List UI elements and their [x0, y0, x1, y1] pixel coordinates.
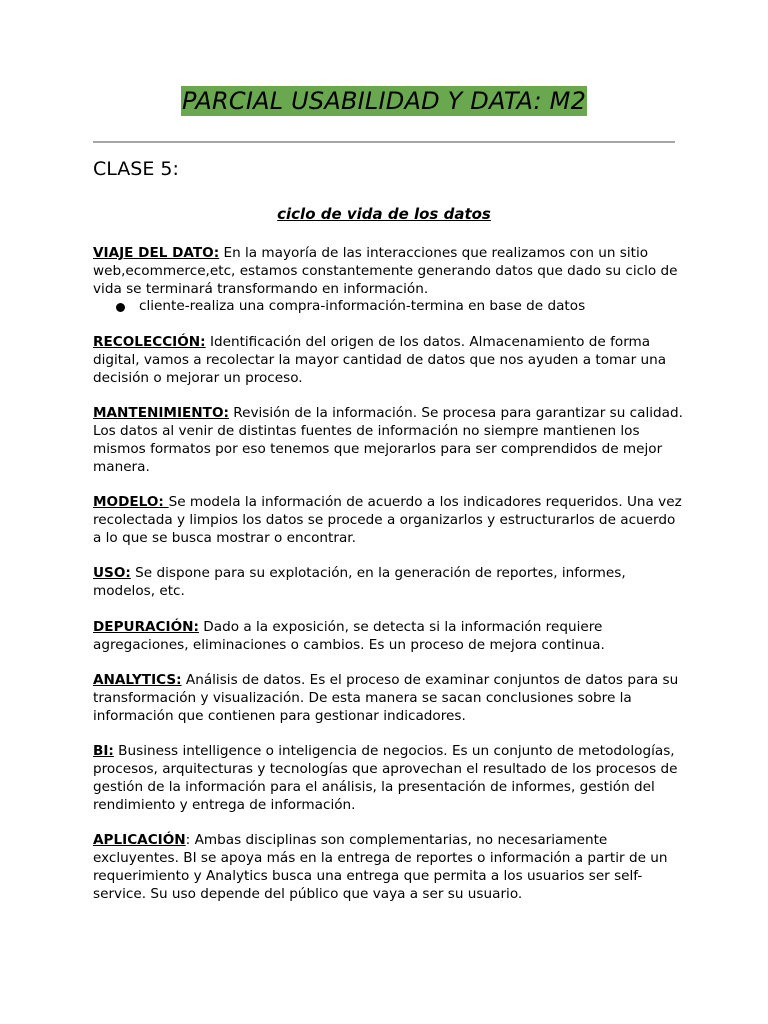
term-label: USO:: [93, 565, 131, 582]
paragraph: [93, 494, 683, 547]
term-label: VIAJE DEL DATO:: [93, 245, 220, 261]
paragraph: [93, 832, 683, 903]
paragraph-text: Se dispone para su explotación, en la generación de reportes, informes, modelos, etc.: [93, 565, 626, 600]
paragraph: [93, 743, 683, 814]
horizontal-rule: [93, 141, 675, 143]
page-title: PARCIAL USABILIDAD Y DATA: M2: [181, 87, 587, 115]
paragraph: [93, 405, 683, 476]
paragraph-text: Se modela la información de acuerdo a los indicadores requeridos. Una vez recolectada y limpios los datos se procede a organizarlos y estructurarlos de acuerdo a lo que se busca mostrar o encontrar.: [93, 494, 682, 546]
paragraph-text: Análisis de datos. Es el proceso de examinar conjuntos de datos para su transformación y visualización. De esta manera se sacan conclusiones sobre la información que contienen para gestionar indicadores.: [93, 672, 679, 724]
subtitle: ciclo de vida de los datos: [277, 205, 491, 223]
paragraph-text: Revisión de la información. Se procesa para garantizar su calidad. Los datos al venir de distintas fuentes de información no siempre mantienen los mismos formatos por eso tenemos que mejorarlos para ser comprendidos de mejor manera.: [93, 405, 683, 475]
term-label: ANALYTICS:: [93, 672, 182, 689]
paragraph-text: En la mayoría de las interacciones que realizamos con un sitio web,ecommerce,etc, estamos constantemente generando datos que dado su ciclo de vida se terminará transformando en información.: [93, 245, 678, 297]
term-label: MODELO:: [93, 494, 169, 511]
title-block: [93, 86, 675, 116]
paragraph-text: : Ambas disciplinas son complementarias, no necesariamente excluyentes. BI se apoya más en la entrega de reportes o información a partir de un requerimiento y Analytics busca una entrega que permita a los usuarios ser self-service. Su uso depende del público que vaya a ser su usuario.: [93, 832, 668, 902]
paragraph-viaje: [93, 245, 683, 298]
list-item-text: cliente-realiza una compra-información-termina en base de datos: [139, 298, 586, 315]
document-body: [93, 245, 683, 921]
term-label: BI:: [93, 743, 114, 760]
term-label: RECOLECCIÓN:: [93, 333, 206, 350]
paragraph: [93, 672, 683, 725]
paragraph-list: [93, 334, 683, 904]
paragraph: [93, 565, 683, 601]
paragraph: [93, 334, 683, 387]
term-label: DEPURACIÓN:: [93, 618, 199, 635]
term-label: MANTENIMIENTO:: [93, 405, 229, 422]
paragraph-text: Dado a la exposición, se detecta si la información requiere agregaciones, eliminaciones o cambios. Es un proceso de mejora continua.: [93, 618, 605, 653]
section-heading: CLASE 5:: [93, 158, 179, 180]
term-label: APLICACIÓN: [93, 832, 186, 849]
list-item: [93, 298, 683, 316]
paragraph-text: Business intelligence o inteligencia de negocios. Es un conjunto de metodologías, procesos, arquitecturas y tecnologías que aprovechan el resultado de los procesos de gestión de la información para el análisis, la presentación de informes, gestión del rendimiento y entrega de información.: [93, 743, 678, 813]
bullet-icon: [116, 303, 125, 312]
paragraph-text: Identificación del origen de los datos. Almacenamiento de forma digital, vamos a recolectar la mayor cantidad de datos que nos ayuden a tomar una decisión o mejorar un proceso.: [93, 333, 667, 386]
bullet-list: [93, 298, 683, 316]
paragraph: [93, 619, 683, 655]
